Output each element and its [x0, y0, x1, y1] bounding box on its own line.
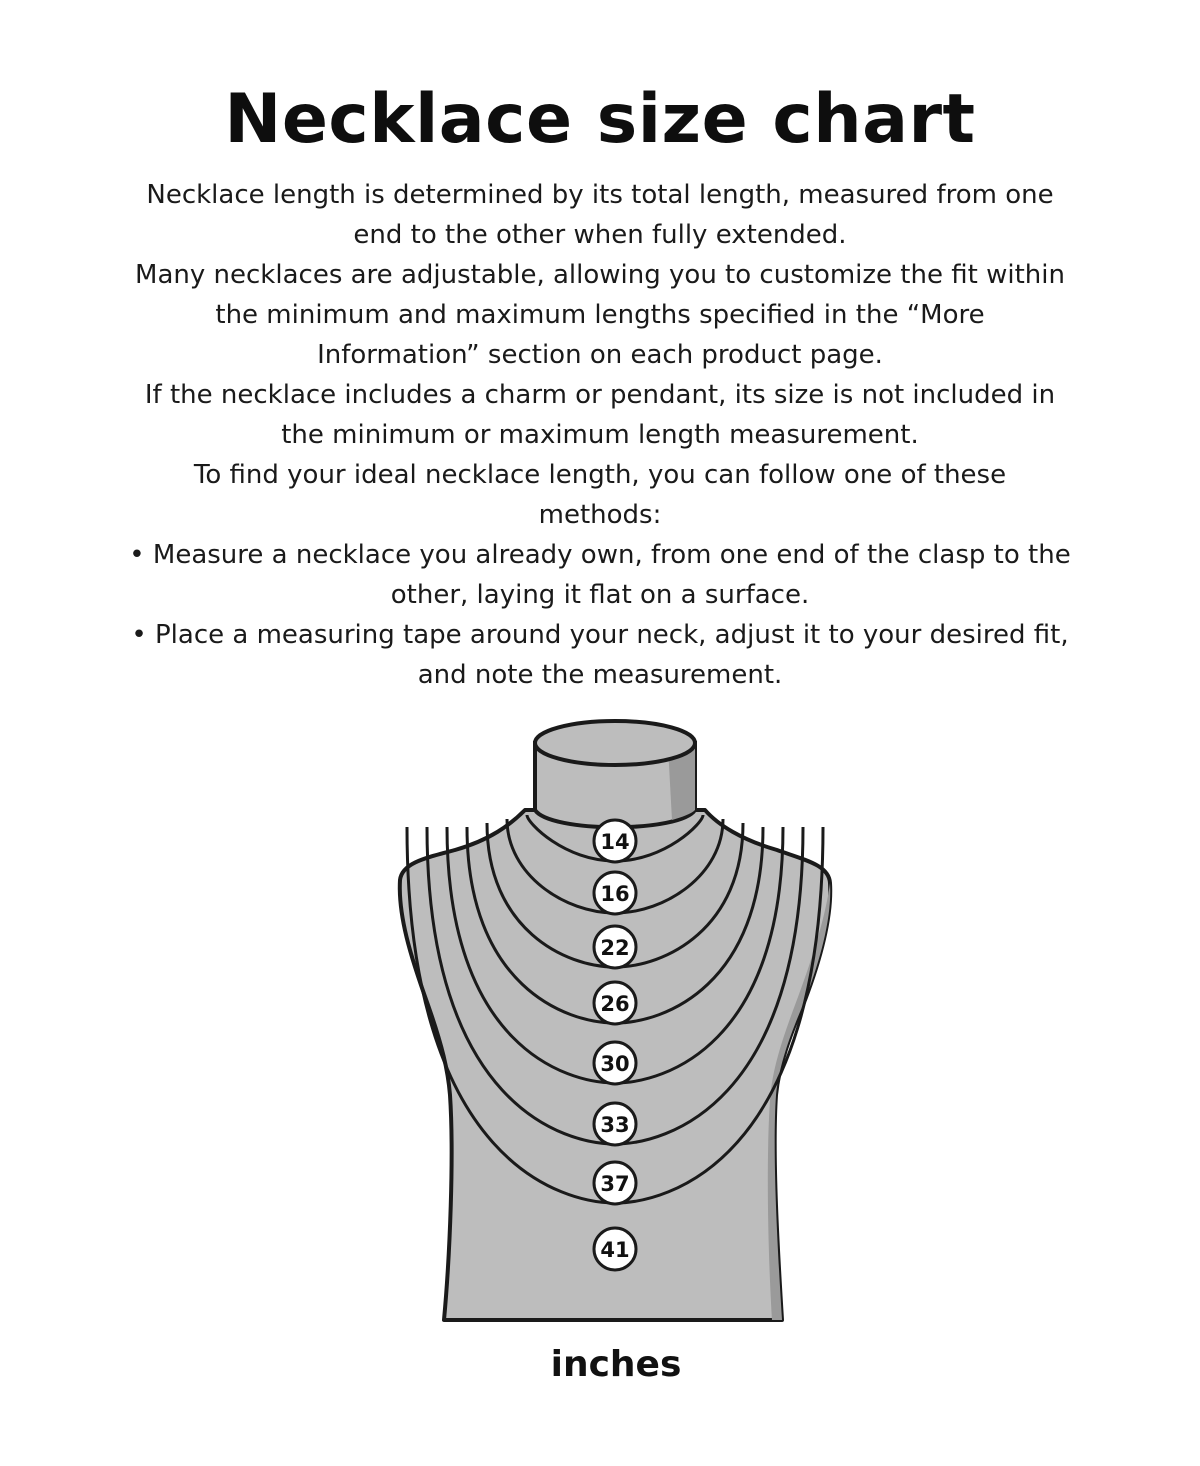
- length-label-26: 26: [600, 992, 630, 1016]
- length-label-30: 30: [600, 1052, 630, 1076]
- description-line: • Place a measuring tape around your neck, adjust it to your desired fit,: [131, 620, 1069, 650]
- description-line: To find your ideal necklace length, you can follow one of these: [193, 460, 1007, 490]
- length-label-33: 33: [600, 1113, 630, 1137]
- length-label-22: 22: [600, 936, 630, 960]
- mannequin-bust: [380, 715, 850, 1335]
- neck-top: [535, 721, 695, 765]
- page-title: Necklace size chart: [224, 80, 976, 159]
- description-line: • Measure a necklace you already own, from one end of the clasp to the: [129, 540, 1071, 570]
- length-label-41: 41: [600, 1238, 630, 1262]
- length-label-14: 14: [600, 830, 630, 854]
- description-line: Information” section on each product page.: [317, 340, 883, 370]
- unit-label: inches: [550, 1344, 682, 1385]
- description-line: and note the measurement.: [417, 660, 783, 690]
- description-line: the minimum or maximum length measurement.: [281, 420, 919, 450]
- description-line: Many necklaces are adjustable, allowing you to customize the fit within: [135, 260, 1065, 290]
- description-line: Necklace length is determined by its total length, measured from one: [146, 180, 1054, 210]
- description-line: other, laying it flat on a surface.: [390, 580, 810, 610]
- description-line: methods:: [538, 500, 662, 530]
- description: [100, 175, 1100, 695]
- length-label-37: 37: [600, 1172, 630, 1196]
- length-label-16: 16: [600, 882, 630, 906]
- description-line: end to the other when fully extended.: [353, 220, 847, 250]
- necklace-length-diagram: [380, 715, 850, 1335]
- description-line: If the necklace includes a charm or pendant, its size is not included in: [144, 380, 1056, 410]
- description-line: the minimum and maximum lengths specified in the “More: [215, 300, 985, 330]
